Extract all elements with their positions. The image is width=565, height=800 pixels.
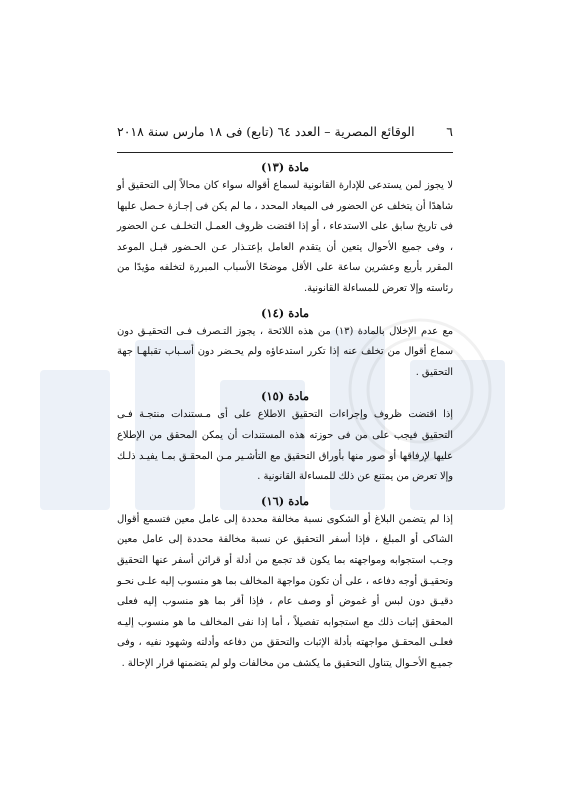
article-text: مع عدم الإخلال بالمادة (١٣) من هذه اللائحة ، يجوز التـصرف فـى التحقيـق دون سماع أقوال من تخلف عنه إذا تكرر استدعاؤه ولم يحـضر دون أسـباب تقبلهـا جهة التحقيق .	[117, 325, 453, 378]
article-16	[117, 492, 453, 675]
page-number: ٦	[446, 124, 453, 139]
article-14	[117, 304, 453, 384]
article-15	[117, 387, 453, 487]
document-page	[117, 0, 453, 800]
article-title: مادة (١٣)	[260, 160, 310, 174]
articles	[117, 158, 453, 678]
article-text: إذا اقتضت ظروف وإجراءات التحقيق الاطلاع على أى مـستندات منتجـة فـى التحقيق فيجب على من فى حوزته هذه المستندات أن يمكن المحقق من الإطلاع عليها لإرفاقها أو صور منها بأوراق التحقيق مع التأشـير مـن المحقـق بمـا يفيـد ذلـك وإلا تعرض من يمتنع عن ذلك للمساءلة القانونية .	[117, 409, 453, 483]
page-header	[117, 121, 453, 143]
gazette-title: الوقائع المصرية – العدد ٦٤ (تابع) فى ١٨ مارس سنة ٢٠١٨	[117, 124, 415, 139]
header-divider	[117, 152, 453, 153]
article-title: مادة (١٥)	[260, 389, 310, 404]
article-13	[117, 158, 453, 300]
article-text: إذا لم يتضمن البلاغ أو الشكوى نسبة مخالفة محددة إلى عامل معين فتسمع أقوال الشاكى أو المبلغ ، فإذا أسفر التحقيق عن نسبة مخالفة محددة إلى عامل معين وجـب استجوابه ومواجهته بما يكون قد تجمع من أدلة أو قرائن أسفر عنها التحقيق وتحقيـق أوجه دفاعه ، على أن تكون مواجهة المخالف بما هو منسوب إليه علـى نحـو دقيـق دون لبس أو غموض أو وصف عام ، فإذا أقر بما هو منسوب إليه فعلى المحقق إثبات ذلك مع استجوابه تفصيلاً ، أما إذا نفى المخالف ما هو منسوب إليـه فعلـى المحقـق مواجهته بأدلة الإثبات والتحقق من دفاعه وأدلته وشهود نفيه ، وفى جميـع الأحـوال يتناول التحقيق ما يكشف من مخالفات ولو لم يتضمنها قرار الإحالة .	[117, 513, 453, 669]
article-title: مادة (١٦)	[260, 493, 310, 508]
article-text: لا يجوز لمن يستدعى للإدارة القانونية لسماع أقواله سواء كان محالاً إلى التحقيق أو شاهدًا أن يتخلف عن الحضور فى الميعاد المحدد ، ما لم يكن فى إجـازة حـصل عليها فى تاريخ سابق على الاستدعاء ، أو إذا اقتضت ظروف العمـل التخلـف عـن الحضور ، وفى جميع الأحوال يتعين أن يتقدم العامل بإعتـذار عـن الحـضور قبـل الموعد المقرر بأربع وعشرين ساعة على الأقل موضحًا الأسباب المبررة لتخلفه مؤيدًا من رئاسته وإلا تعرض للمساءلة القانونية.	[117, 180, 453, 294]
article-title: مادة (١٤)	[260, 305, 310, 320]
